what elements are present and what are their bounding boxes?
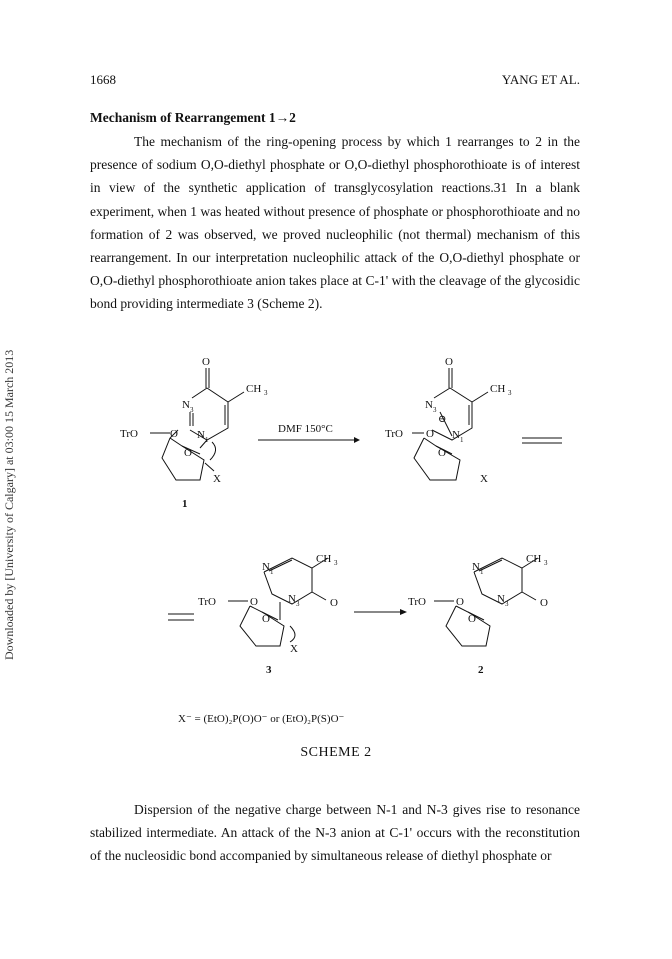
scheme-title: SCHEME 2	[300, 745, 372, 760]
section-title: Mechanism of Rearrangement 1→2	[90, 110, 296, 125]
c2-n1-sub: 1	[480, 568, 484, 576]
int-n1-label: N	[452, 429, 460, 441]
c1-n1-sub: 1	[205, 436, 209, 444]
paragraph-1	[90, 130, 580, 316]
scheme-legend: X⁻ = (EtO)₂P(O)O⁻ or (EtO)₂P(S)O⁻	[178, 713, 345, 725]
c1-oxygen-label: O	[202, 356, 210, 368]
int-oxygen-label: O	[445, 356, 453, 368]
c3-oxygen-label: O	[330, 597, 338, 609]
c2-sugar-o-label: O	[468, 613, 476, 625]
c2-tro-label: TrO	[408, 596, 426, 608]
c2-n3-label: N	[497, 593, 505, 605]
c2-methyl-sub: 3	[544, 559, 548, 567]
reagent-label: DMF 150°C	[278, 423, 333, 435]
c1-ring-o-label: O	[170, 428, 178, 440]
page-number: 1668	[90, 72, 116, 87]
compound-3-label: 3	[266, 664, 272, 676]
c3-methyl-label: CH	[316, 553, 332, 565]
paragraph-2-text: Dispersion of the negative charge between N-1 and N-3 gives rise to resonance stabilized intermediate. An attack of the N-3 anion at C-1' occurs with the reconstitution of the nucleosidic bond accompanied by simultaneous release of diethyl phosphate or	[90, 802, 580, 864]
compound-1-label: 1	[182, 498, 188, 510]
c1-n3-label: N	[182, 399, 190, 411]
c2-ring-o-label: O	[456, 596, 464, 608]
running-header	[90, 72, 580, 88]
c3-sugar-o-label: O	[262, 613, 270, 625]
c3-n1-label: N	[262, 561, 270, 573]
c2-n1-label: N	[472, 561, 480, 573]
int-x-label: X	[480, 473, 488, 485]
c3-methyl-sub: 3	[334, 559, 338, 567]
int-n3-label: N	[425, 399, 433, 411]
c2-methyl-label: CH	[526, 553, 542, 565]
c1-methyl-sub: 3	[264, 389, 268, 397]
paragraph-1-text: The mechanism of the ring-opening process by which 1 rearranges to 2 in the presence of sodium O,O-diethyl phosphate or O,O-diethyl phosphorothioate is of interest in view of the synthetic application of transglycosylation reactions.31 In a blank experiment, when 1 was heated without presence of phosphate or phosphorothioate and no formation of 2 was observed, we proved nucleophilic (not thermal) mechanism of this rearrangement. In our interpretation nucleophilic attack of the O,O-diethyl phosphate or O,O-diethyl phosphorothioate anion takes place at C-1' with the cleavage of the glycosidic bond providing intermediate 3 (Scheme 2).	[90, 134, 580, 312]
c1-n1-label: N	[197, 429, 205, 441]
c3-n3-label: N	[288, 593, 296, 605]
int-methyl-label: CH	[490, 383, 506, 395]
int-charge-label: ⊖	[438, 414, 447, 425]
c2-oxygen-label: O	[540, 597, 548, 609]
c3-ring-o-label: O	[250, 596, 258, 608]
compound-2-label: 2	[478, 664, 484, 676]
c2-n3-sub: 3	[505, 600, 509, 608]
c3-x-label: X	[290, 643, 298, 655]
download-note: Downloaded by [University of Calgary] at 03:00 15 March 2013	[2, 349, 16, 660]
c1-tro-label: TrO	[120, 428, 138, 440]
int-methyl-sub: 3	[508, 389, 512, 397]
running-title: YANG ET AL.	[501, 72, 580, 87]
int-tro-label: TrO	[385, 428, 403, 440]
scheme-2-diagram	[0, 330, 672, 710]
c1-methyl-label: CH	[246, 383, 262, 395]
paragraph-2	[90, 798, 580, 868]
c1-n3-sub: 3	[190, 406, 194, 414]
c3-n1-sub: 1	[270, 568, 274, 576]
c3-tro-label: TrO	[198, 596, 216, 608]
int-sugar-o-label: O	[438, 447, 446, 459]
int-n3-sub: 3	[433, 406, 437, 414]
c1-sugar-o-label: O	[184, 447, 192, 459]
int-ring-o-label: O	[426, 428, 434, 440]
int-n1-sub: 1	[460, 436, 464, 444]
c3-n3-sub: 3	[296, 600, 300, 608]
c1-x-minus-label: X	[213, 473, 221, 485]
